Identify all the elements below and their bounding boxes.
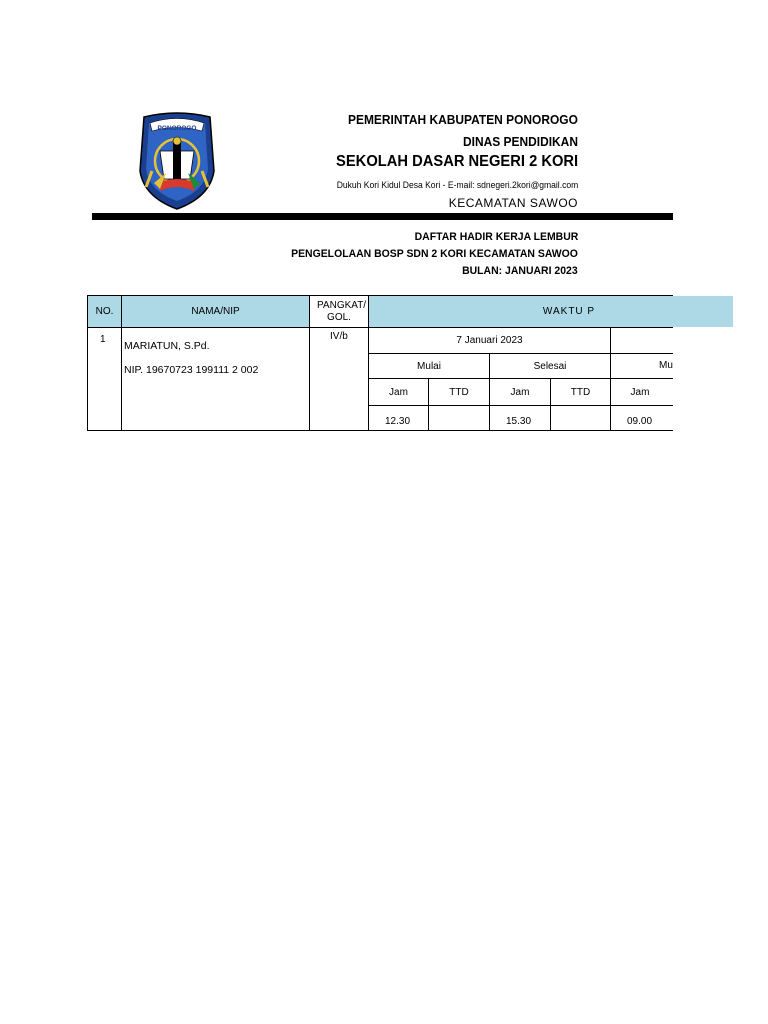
header-school: SEKOLAH DASAR NEGERI 2 KORI xyxy=(335,153,578,170)
label-ttd-1 xyxy=(429,379,489,405)
row-rank: IV/b xyxy=(330,331,348,342)
label-ttd-1-text: TTD xyxy=(449,386,469,398)
row-nip: NIP. 19670723 199111 2 002 xyxy=(124,364,259,376)
label-selesai-text: Selesai xyxy=(533,360,567,372)
label-ttd-2 xyxy=(551,379,610,405)
header-government: PEMERINTAH KABUPATEN PONOROGO xyxy=(348,112,578,127)
col-header-rank-text: PANGKAT/ GOL. xyxy=(317,299,367,323)
time-start: 12.30 xyxy=(385,416,411,427)
col-header-time-text: WAKTU P xyxy=(542,306,596,317)
time-next: 09.00 xyxy=(627,416,653,427)
col-header-rank xyxy=(310,296,368,327)
label-jam-1 xyxy=(369,379,428,405)
label-jam-3 xyxy=(611,379,669,405)
label-jam-3-text: Jam xyxy=(630,386,650,398)
header-district: KECAMATAN SAWOO xyxy=(448,196,578,210)
header-department: DINAS PENDIDIKAN xyxy=(463,134,578,149)
label-jam-2 xyxy=(490,379,550,405)
table-subline-jam xyxy=(368,405,673,406)
label-next-mulai: Mu xyxy=(659,360,673,371)
title-line1: DAFTAR HADIR KERJA LEMBUR xyxy=(414,231,578,243)
label-mulai-text: Mulai xyxy=(417,360,441,372)
header-address: Dukuh Kori Kidul Desa Kori - E-mail: sdnegeri.2kori@gmail.com xyxy=(336,180,578,190)
label-selesai xyxy=(490,354,610,378)
label-mulai xyxy=(369,354,489,378)
label-ttd-2-text: TTD xyxy=(570,386,591,398)
label-jam-2-text: Jam xyxy=(510,386,530,398)
title-line3: BULAN: JANUARI 2023 xyxy=(462,265,578,277)
table-border-bottom xyxy=(87,430,673,431)
row-name: MARIATUN, S.Pd. xyxy=(124,340,210,352)
logo-text: PONOROGO xyxy=(157,125,197,132)
time-end: 15.30 xyxy=(506,416,532,427)
col-header-no xyxy=(88,296,121,327)
col-header-name-text: NAMA/NIP xyxy=(191,306,240,317)
label-jam-1-text: Jam xyxy=(389,386,408,398)
col-header-name xyxy=(122,296,309,327)
row-date xyxy=(369,328,610,353)
row-no: 1 xyxy=(100,334,106,345)
header-divider xyxy=(92,213,673,220)
title-line2: PENGELOLAAN BOSP SDN 2 KORI KECAMATAN SAWOO xyxy=(291,248,578,260)
col-header-no-text: NO. xyxy=(95,306,114,317)
col-header-time xyxy=(369,296,673,327)
row-date-text: 7 Januari 2023 xyxy=(456,335,523,346)
col-header-time-overflow xyxy=(673,296,733,327)
